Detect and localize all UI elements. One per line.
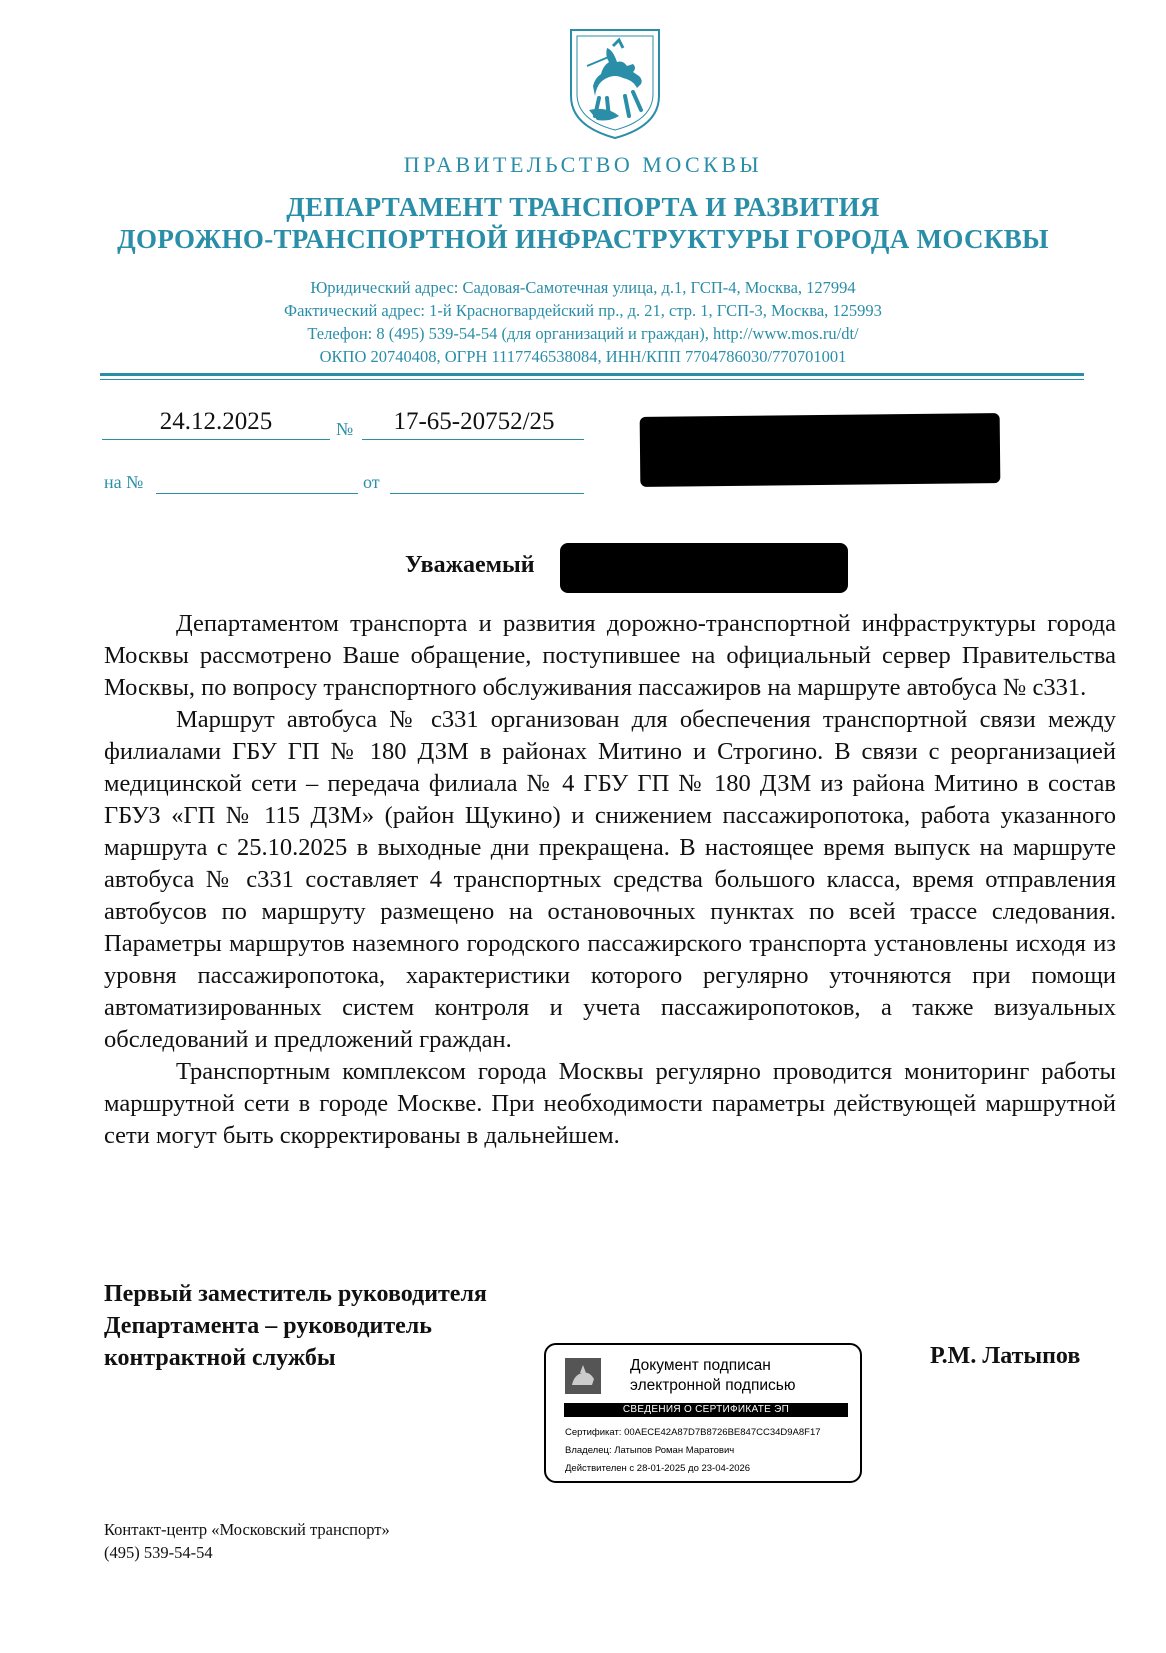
signer-title xyxy=(104,1278,487,1374)
government-title: ПРАВИТЕЛЬСТВО МОСКВЫ xyxy=(403,152,763,177)
paragraph-1: Департаментом транспорта и развития дорожно-транспортной инфраструктуры города Москвы рассмотрено Ваше обращение, поступившее на официальный сервер Правительства Москвы, по вопросу транспортного обслуживания пассажиров на маршруте автобуса № с331. xyxy=(104,610,1116,701)
certificate-owner: Владелец: Латыпов Роман Маратович xyxy=(565,1445,735,1456)
moscow-coat-of-arms-icon xyxy=(567,26,663,142)
number-sign: № xyxy=(336,419,354,439)
salutation: Уважаемый xyxy=(405,552,535,578)
e-signature-stamp xyxy=(544,1343,862,1483)
reply-to-label: на № xyxy=(104,472,144,492)
signer-title-line3: контрактной службы xyxy=(104,1345,336,1371)
paragraph-3: Транспортным комплексом города Москвы регулярно проводится мониторинг работы маршрутной сети в городе Москве. При необходимости параметры действующей маршрутной сети могут быть скорректированы в дальнейшем. xyxy=(104,1058,1116,1149)
department-title-line2: ДОРОЖНО-ТРАНСПОРТНОЙ ИНФРАСТРУКТУРЫ ГОРОДА МОСКВЫ xyxy=(117,224,1049,254)
stamp-line1: Документ подписан xyxy=(630,1357,771,1374)
signer-title-line2: Департамента – руководитель xyxy=(104,1313,432,1339)
certificate-id: Сертификат: 00AECE42A87D7B8726BE847CC34D9A8F17 xyxy=(565,1427,821,1438)
certificate-header: СВЕДЕНИЯ О СЕРТИФИКАТЕ ЭП xyxy=(564,1403,848,1417)
document-date: 24.12.2025 xyxy=(159,408,273,435)
actual-address: Фактический адрес: 1-й Красногвардейский пр., д. 21, стр. 1, ГСП-3, Москва, 125993 xyxy=(284,301,882,320)
redacted-recipient xyxy=(640,413,1001,487)
contact-center: Контакт-центр «Московский транспорт» xyxy=(104,1520,390,1539)
phone-and-website: Телефон: 8 (495) 539-54-54 (для организаций и граждан), http://www.mos.ru/dt/ xyxy=(307,324,859,343)
department-title-line1: ДЕПАРТАМЕНТ ТРАНСПОРТА И РАЗВИТИЯ xyxy=(286,192,880,222)
redacted-recipient-name xyxy=(560,543,848,593)
signer-title-line1: Первый заместитель руководителя xyxy=(104,1281,487,1307)
paragraph-2: Маршрут автобуса № с331 организован для обеспечения транспортной связи между филиалами ГБУ ГП № 180 ДЗМ в районах Митино и Строгино. В связи с реорганизацией медицинской сети – передача филиала № 4 ГБУ ГП № 180 ДЗМ из района Митино в состав ГБУЗ «ГП № 115 ДЗМ» (район Щукино) и снижением пассажиропотока, работа указанного маршрута с 25.10.2025 в выходные дни прекращена. В настоящее время выпуск на маршруте автобуса № с331 составляет 4 транспортных средства большого класса, время отправления автобусов по маршруту размещено на остановочных пунктах по всей трассе следования. Параметры маршрутов наземного городского пассажирского транспорта установлены исходя из уровня пассажиропотока, характеристики которого регулярно уточняются при помощи автоматизированных систем контроля и учета пассажиропотоков, а также визуальных обследований и предложений граждан. xyxy=(104,706,1116,1053)
contact-phone: (495) 539-54-54 xyxy=(104,1543,213,1562)
registration-codes: ОКПО 20740408, ОГРН 1117746538084, ИНН/КПП 7704786030/770701001 xyxy=(319,347,847,366)
number-underline xyxy=(362,439,584,440)
document-number: 17-65-20752/25 xyxy=(393,408,555,435)
letter-body xyxy=(104,608,1116,1152)
date-underline xyxy=(102,439,330,440)
header-divider-thin xyxy=(100,379,1084,380)
from-underline xyxy=(390,493,584,494)
legal-address: Юридический адрес: Садовая-Самотечная улица, д.1, ГСП-4, Москва, 127994 xyxy=(310,278,856,297)
moscow-emblem-icon xyxy=(564,1357,602,1395)
reply-to-underline xyxy=(156,493,358,494)
from-label: от xyxy=(363,472,380,492)
header-divider-thick xyxy=(100,373,1084,376)
stamp-line2: электронной подписью xyxy=(630,1377,796,1394)
signer-name: Р.М. Латыпов xyxy=(930,1343,1081,1369)
certificate-validity: Действителен с 28-01-2025 до 23-04-2026 xyxy=(565,1463,751,1474)
